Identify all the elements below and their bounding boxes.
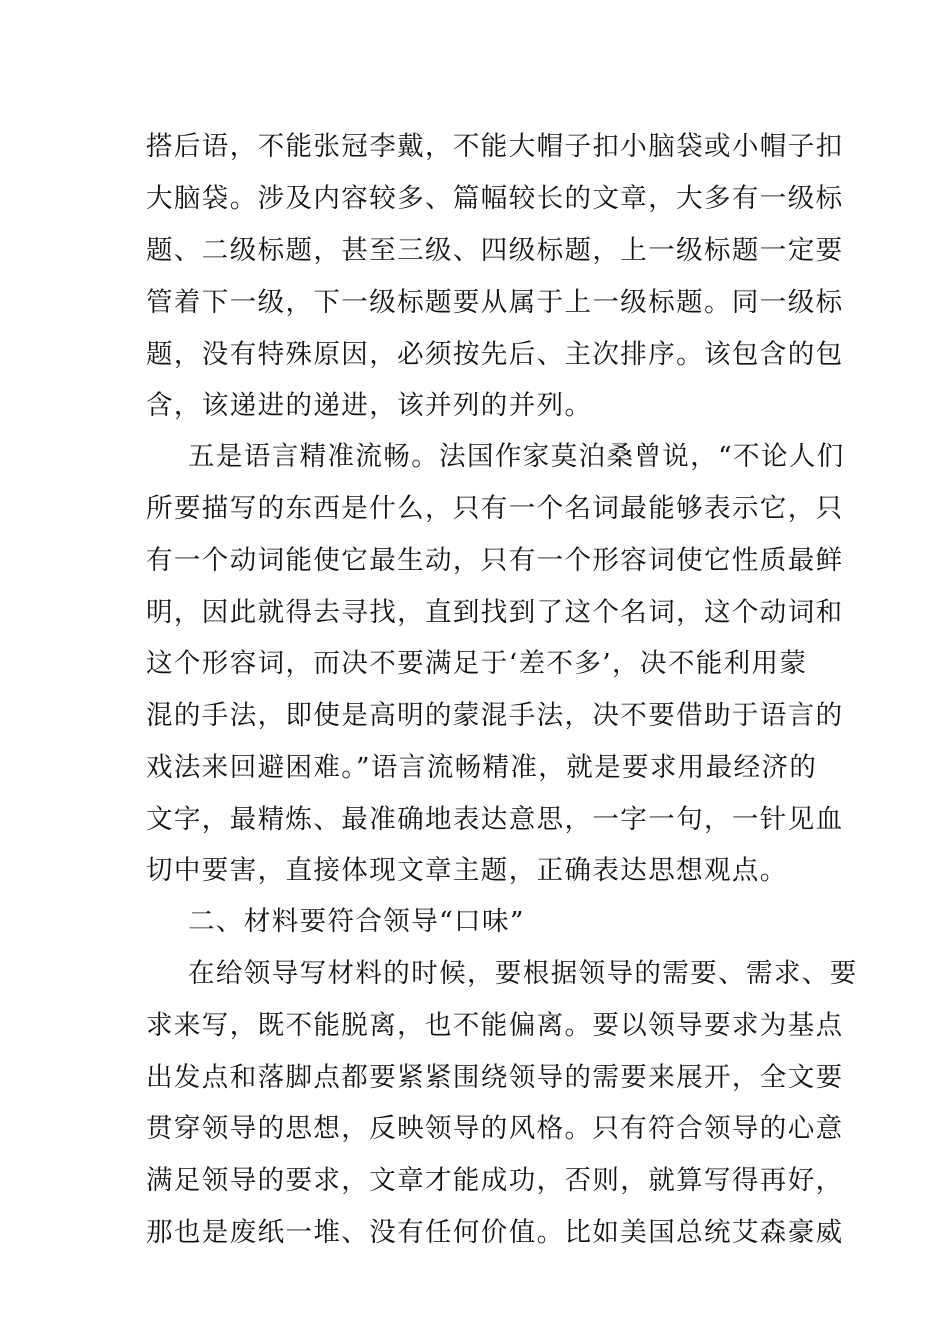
text-line: 这个形容词，而决不要满足于‘差不多’，决不能利用蒙: [146, 648, 808, 679]
text-line: 那也是废纸一堆、没有任何价值。比如美国总统艾森豪威: [146, 1217, 844, 1248]
text-line: 文字，最精炼、最准确地表达意思，一字一句，一针见血: [146, 804, 844, 835]
text-line: 戏法来回避困难。”语言流畅精准，就是要求用最经济的: [146, 752, 818, 783]
text-line: 大脑袋。涉及内容较多、篇幅较长的文章，大多有一级标: [146, 183, 844, 214]
text-line: 贯穿领导的思想，反映领导的风格。只有符合领导的心意: [146, 1113, 844, 1144]
text-line: 出发点和落脚点都要紧紧围绕领导的需要来展开，全文要: [146, 1062, 844, 1093]
text-line: 有一个动词能使它最生动，只有一个形容词使它性质最鲜: [146, 545, 844, 576]
text-line: 题，没有特殊原因，必须按先后、主次排序。该包含的包: [146, 339, 844, 370]
text-line: 求来写，既不能脱离，也不能偏离。要以领导要求为基点: [146, 1010, 844, 1041]
text-line: 切中要害，直接体现文章主题，正确表达思想观点。: [146, 855, 788, 886]
text-line: 含，该递进的递进，该并列的并列。: [146, 390, 593, 421]
text-line: 题、二级标题，甚至三级、四级标题，上一级标题一定要: [146, 235, 844, 266]
paragraph-start-line: 在给领导写材料的时候，要根据领导的需要、需求、要: [188, 958, 858, 989]
text-line: 搭后语，不能张冠李戴，不能大帽子扣小脑袋或小帽子扣: [146, 131, 844, 162]
text-line: 满足领导的要求，文章才能成功，否则，就算写得再好，: [146, 1165, 844, 1196]
text-line: 所要描写的东西是什么，只有一个名词最能够表示它，只: [146, 493, 844, 524]
text-line: 管着下一级，下一级标题要从属于上一级标题。同一级标: [146, 287, 844, 318]
paragraph-start-line: 五是语言精准流畅。法国作家莫泊桑曾说，“不论人们: [188, 441, 845, 472]
text-line: 混的手法，即使是高明的蒙混手法，决不要借助于语言的: [146, 700, 844, 731]
text-line: 明，因此就得去寻找，直到找到了这个名词，这个动词和: [146, 597, 844, 628]
section-heading: 二、材料要符合领导“口味”: [188, 906, 525, 937]
